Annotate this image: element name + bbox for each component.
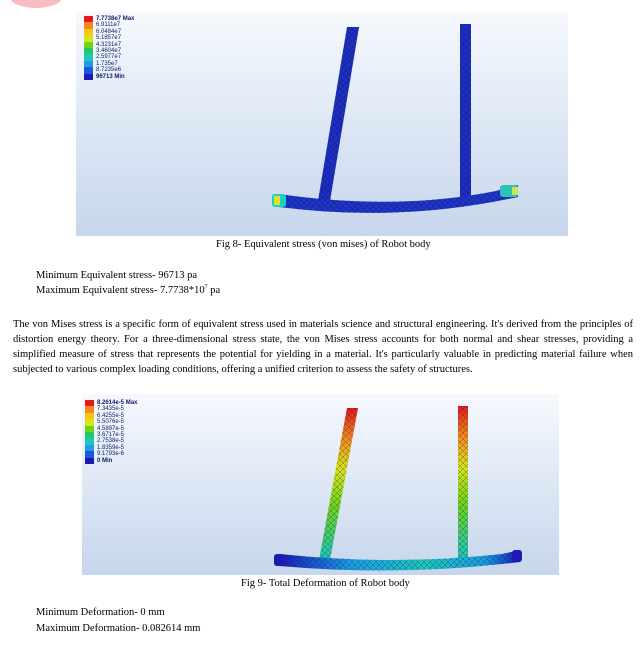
legend-tick: 5.5076e-5 xyxy=(97,419,125,426)
legend-tick: 4.5897e-5 xyxy=(97,425,125,432)
legend-max-label: 7.7738e7 Max xyxy=(96,16,135,22)
von-mises-paragraph: The von Mises stress is a specific form of equivalent stress used in materials science and structural engineering. It's derived from the principles of distortion energy theory. For a three-dimensional stress state, the von Mises stress accounts for both normal and shear stresses, providing a simplified measure of stress that represents the potential for yielding in a material. It's particularly valuable in predicting material failure when subjected to various complex loading conditions, offering a unified criterion to assess the safety of structures. xyxy=(13,319,633,375)
min-equivalent-stress: Minimum Equivalent stress- 96713 pa xyxy=(36,270,197,281)
min-deformation: Minimum Deformation- 0 mm xyxy=(36,607,165,618)
max-deformation: Maximum Deformation- 0.082614 mm xyxy=(36,623,201,634)
left-end-cap xyxy=(274,554,284,566)
legend-tick: 3.6717e-5 xyxy=(97,431,125,438)
robot-body-deformation-model xyxy=(82,394,559,575)
max-stress-unit: pa xyxy=(207,285,221,296)
right-end-cap xyxy=(512,550,522,562)
legend-tick: 8.7235e6 xyxy=(96,67,122,74)
figure-9-caption: Fig 9- Total Deformation of Robot body xyxy=(241,578,410,589)
legend-tick: 3.4604e7 xyxy=(96,47,122,54)
figure-9-image xyxy=(82,394,559,575)
max-stress-prefix: Maximum Equivalent stress- 7.7738*10 xyxy=(36,285,205,296)
legend-tick: 7.3435e-5 xyxy=(97,406,125,413)
legend-min-label: 96713 Min xyxy=(96,73,125,80)
max-equivalent-stress xyxy=(36,285,220,296)
decorative-blob xyxy=(10,0,62,8)
legend-tick: 6.4255e-5 xyxy=(97,412,125,419)
figure-8-image xyxy=(76,11,568,236)
figure-8-caption: Fig 8- Equivalent stress (von mises) of Robot body xyxy=(216,239,431,250)
max-stress-exponent: 7 xyxy=(204,284,208,291)
legend-tick: 2.7538e-5 xyxy=(97,438,125,445)
legend-min-label: 0 Min xyxy=(97,457,113,464)
legend-tick: 6.0484e7 xyxy=(96,28,122,35)
legend-tick: 2.5977e7 xyxy=(96,54,122,61)
legend-tick: 1.735e7 xyxy=(96,60,118,67)
legend-tick: 5.1857e7 xyxy=(96,35,122,42)
legend-tick: 9.1793e-6 xyxy=(97,451,125,458)
legend-tick: 4.3231e7 xyxy=(96,41,122,48)
legend-max-label: 8.2614e-5 Max xyxy=(97,400,138,406)
legend-tick: 6.9111e7 xyxy=(96,22,121,29)
robot-body-stress-model xyxy=(76,11,568,236)
legend-tick: 1.8359e-5 xyxy=(97,444,125,451)
